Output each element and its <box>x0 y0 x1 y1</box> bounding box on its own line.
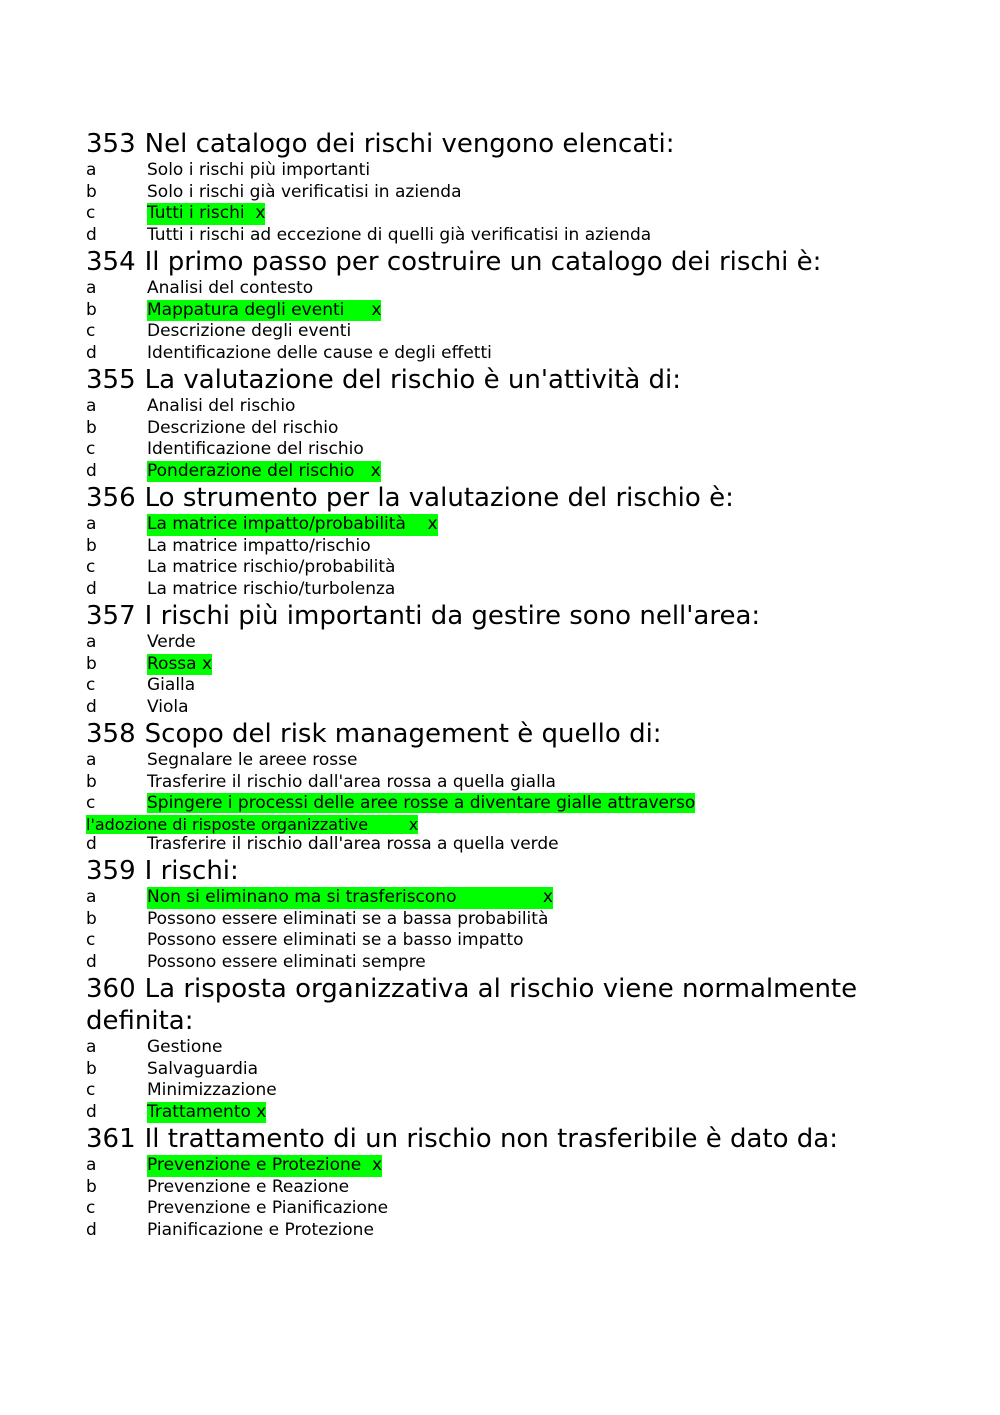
question-block <box>86 128 946 246</box>
answer-option <box>86 343 946 365</box>
option-text: Descrizione degli eventi <box>147 321 352 341</box>
answer-option <box>86 772 946 794</box>
option-letter: c <box>86 321 96 341</box>
option-text: Salvaguardia <box>147 1058 259 1079</box>
correct-answer-text: Trattamento x <box>147 1101 267 1122</box>
question-block <box>86 600 946 718</box>
option-letter: c <box>86 1080 96 1100</box>
option-text: Possono essere eliminati se a bassa probabilità <box>147 908 549 929</box>
option-letter: a <box>86 1037 97 1057</box>
option-letter: b <box>86 653 97 674</box>
option-text: Possono essere eliminati se a basso impatto <box>147 930 524 950</box>
option-letter: b <box>86 908 97 929</box>
option-text: Gialla <box>147 675 196 695</box>
correct-answer-text: Mappatura degli eventi x <box>147 299 382 320</box>
option-text: Identificazione delle cause e degli effetti <box>147 342 492 363</box>
answer-option <box>86 1177 946 1199</box>
question-text: Scopo del risk management è quello di: <box>144 719 662 749</box>
option-letter: d <box>86 1219 97 1240</box>
option-letter: d <box>86 460 97 481</box>
option-letter: a <box>86 1155 97 1175</box>
option-text: Prevenzione e Reazione <box>147 1176 350 1197</box>
question-text: I rischi: <box>144 856 239 886</box>
question-title <box>86 246 946 278</box>
question-number: 358 <box>86 719 136 749</box>
answer-option <box>86 1198 946 1220</box>
option-text: Trasferire il rischio dall'area rossa a quella verde <box>147 833 559 854</box>
option-letter: c <box>86 203 96 223</box>
option-letter: c <box>86 1198 96 1218</box>
option-letter: a <box>86 514 97 534</box>
answer-option <box>86 461 946 483</box>
option-text: Gestione <box>147 1037 223 1057</box>
answer-option <box>86 632 946 654</box>
option-text: Pianificazione e Protezione <box>147 1219 374 1240</box>
option-letter: a <box>86 396 97 416</box>
option-letter: c <box>86 439 96 459</box>
answer-option <box>86 697 946 719</box>
answer-option <box>86 278 946 300</box>
answer-option <box>86 887 946 909</box>
answer-option <box>86 930 946 952</box>
option-text: Possono essere eliminati sempre <box>147 951 426 972</box>
answer-option <box>86 321 946 343</box>
correct-answer-text: Tutti i rischi x <box>147 203 266 223</box>
correct-answer-text: Ponderazione del rischio x <box>147 460 381 481</box>
option-letter: a <box>86 750 97 770</box>
answer-option <box>86 1220 946 1242</box>
question-title <box>86 718 946 750</box>
answer-option <box>86 1155 946 1177</box>
option-text: Viola <box>147 696 189 717</box>
option-text: Minimizzazione <box>147 1080 277 1100</box>
answer-option <box>86 909 946 931</box>
option-letter: b <box>86 417 97 438</box>
answer-option <box>86 675 946 697</box>
question-number: 359 <box>86 856 136 886</box>
option-letter: d <box>86 833 97 854</box>
answer-option <box>86 203 946 225</box>
question-number: 354 <box>86 247 136 277</box>
question-block <box>86 246 946 364</box>
option-letter: a <box>86 160 97 180</box>
answer-option <box>86 418 946 440</box>
option-text: Segnalare le areee rosse <box>147 750 358 770</box>
answer-option <box>86 225 946 247</box>
question-block <box>86 718 946 855</box>
answer-option <box>86 834 946 856</box>
answer-option <box>86 793 946 815</box>
answer-option <box>86 536 946 558</box>
question-number: 353 <box>86 129 136 159</box>
answer-option <box>86 952 946 974</box>
question-block <box>86 855 946 973</box>
correct-answer-text: Spingere i processi delle aree rosse a diventare gialle attraverso <box>147 793 696 813</box>
answer-option <box>86 300 946 322</box>
question-block <box>86 973 946 1123</box>
option-letter: d <box>86 578 97 599</box>
question-text: I rischi più importanti da gestire sono nell'area: <box>144 601 761 631</box>
option-letter: d <box>86 696 97 717</box>
answer-option <box>86 160 946 182</box>
option-text: Prevenzione e Pianificazione <box>147 1198 389 1218</box>
option-letter: a <box>86 887 97 907</box>
quiz-list <box>86 128 946 1241</box>
question-number: 356 <box>86 483 136 513</box>
option-letter: d <box>86 1101 97 1122</box>
question-number: 360 <box>86 974 136 1004</box>
option-letter: a <box>86 632 97 652</box>
option-text: Solo i rischi più importanti <box>147 160 371 180</box>
answer-option <box>86 579 946 601</box>
question-number: 355 <box>86 365 136 395</box>
answer-option <box>86 654 946 676</box>
option-text-continuation: l'adozione di risposte organizzative x <box>86 814 419 834</box>
option-letter: d <box>86 951 97 972</box>
option-text: Descrizione del rischio <box>147 417 339 438</box>
option-text: Analisi del contesto <box>147 278 314 298</box>
answer-option <box>86 1102 946 1124</box>
correct-answer-text: La matrice impatto/probabilità x <box>147 514 438 534</box>
correct-answer-text: Prevenzione e Protezione x <box>147 1155 383 1175</box>
question-text: Il primo passo per costruire un catalogo dei rischi è: <box>144 247 822 277</box>
correct-answer-text: Non si eliminano ma si trasferiscono x <box>147 887 553 907</box>
question-title <box>86 482 946 514</box>
answer-option <box>86 396 946 418</box>
option-text: La matrice rischio/probabilità <box>147 557 396 577</box>
question-title <box>86 364 946 396</box>
question-number: 361 <box>86 1124 136 1154</box>
answer-option <box>86 750 946 772</box>
option-letter: b <box>86 771 97 792</box>
answer-option <box>86 182 946 204</box>
option-letter: c <box>86 793 96 813</box>
option-text: Identificazione del rischio <box>147 439 364 459</box>
question-block <box>86 364 946 482</box>
option-letter: b <box>86 535 97 556</box>
option-text: La matrice rischio/turbolenza <box>147 578 396 599</box>
answer-option <box>86 514 946 536</box>
question-text: Lo strumento per la valutazione del rischio è: <box>144 483 734 513</box>
question-number: 357 <box>86 601 136 631</box>
option-text: Analisi del rischio <box>147 396 296 416</box>
option-letter: b <box>86 299 97 320</box>
option-letter: b <box>86 1058 97 1079</box>
option-letter: a <box>86 278 97 298</box>
option-letter: c <box>86 557 96 577</box>
option-letter: c <box>86 930 96 950</box>
option-letter: d <box>86 342 97 363</box>
option-letter: b <box>86 1176 97 1197</box>
option-text: Solo i rischi già verificatisi in azienda <box>147 181 462 202</box>
question-text: La risposta organizzativa al rischio viene normalmente definita: <box>86 974 858 1036</box>
answer-option <box>86 557 946 579</box>
option-letter: b <box>86 181 97 202</box>
question-title <box>86 855 946 887</box>
option-letter: d <box>86 224 97 245</box>
question-block <box>86 482 946 600</box>
answer-option <box>86 1080 946 1102</box>
option-text: Tutti i rischi ad eccezione di quelli già verificatisi in azienda <box>147 224 652 245</box>
option-text: La matrice impatto/rischio <box>147 535 371 556</box>
answer-option <box>86 1059 946 1081</box>
question-title <box>86 973 946 1037</box>
answer-option <box>86 1037 946 1059</box>
correct-answer-text: Rossa x <box>147 653 213 674</box>
question-block <box>86 1123 946 1241</box>
option-text: Trasferire il rischio dall'area rossa a quella gialla <box>147 771 556 792</box>
answer-option <box>86 439 946 461</box>
option-letter: c <box>86 675 96 695</box>
option-text: Verde <box>147 632 196 652</box>
question-text: Il trattamento di un rischio non trasferibile è dato da: <box>144 1124 838 1154</box>
question-title <box>86 128 946 160</box>
question-text: Nel catalogo dei rischi vengono elencati: <box>144 129 675 159</box>
question-title <box>86 600 946 632</box>
question-text: La valutazione del rischio è un'attività di: <box>144 365 682 395</box>
question-title <box>86 1123 946 1155</box>
